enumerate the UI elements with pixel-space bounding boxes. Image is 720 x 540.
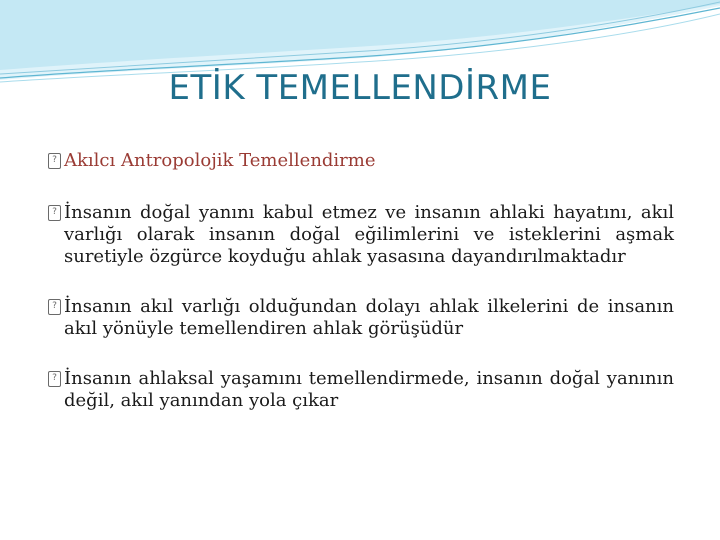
missing-glyph-box-icon: ? [48, 153, 61, 169]
bullet-item-1-text: İnsanın doğal yanını kabul etmez ve insanın ahlaki hayatını, akıl varlığı olarak insanın doğal eğilimlerini ve isteklerini aşmak suretiyle özgürce koyduğu ahlak yasasına dayandırılmaktadır [64, 202, 674, 267]
section-heading [48, 150, 674, 172]
missing-glyph-box-icon: ? [48, 371, 61, 387]
bullet-item-1 [48, 202, 674, 268]
missing-glyph-box-icon: ? [48, 299, 61, 315]
section-heading-text: Akılcı Antropolojik Temellendirme [64, 150, 376, 171]
bullet-item-2-text: İnsanın akıl varlığı olduğundan dolayı ahlak ilkelerini de insanın akıl yönüyle temellendiren ahlak görüşüdür [64, 296, 674, 339]
slide-content [48, 150, 674, 440]
bullet-item-3 [48, 368, 674, 412]
missing-glyph-box-icon: ? [48, 205, 61, 221]
bullet-item-3-text: İnsanın ahlaksal yaşamını temellendirmede, insanın doğal yanının değil, akıl yanından yola çıkar [64, 368, 674, 411]
bullet-item-2 [48, 296, 674, 340]
slide-title: ETİK TEMELLENDİRME [168, 68, 552, 108]
